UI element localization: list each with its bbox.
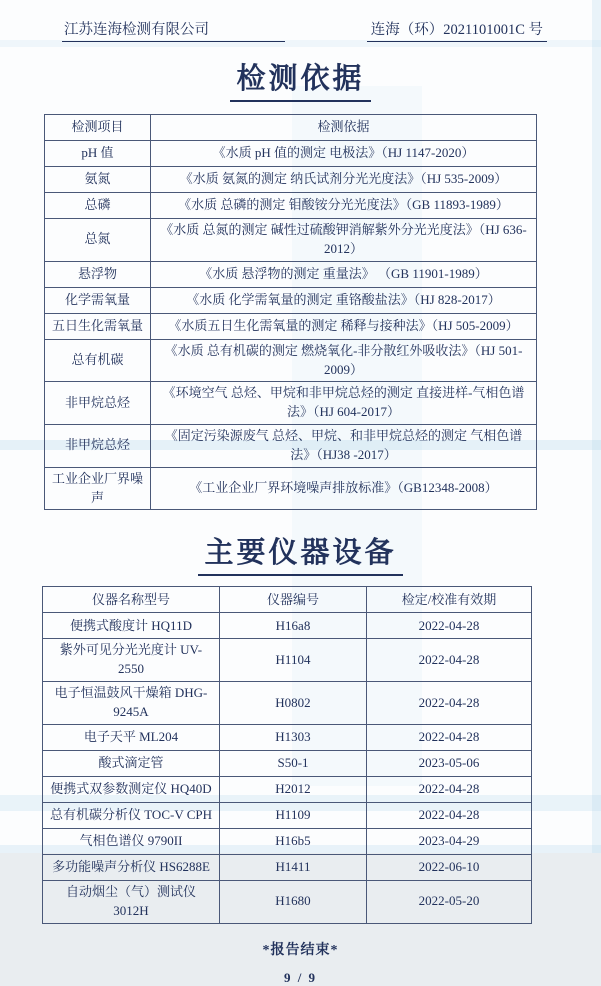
basis-cell: 《水质 悬浮物的测定 重量法》 （GB 11901-1989） bbox=[151, 261, 537, 287]
instrument-code-cell: H1303 bbox=[220, 724, 367, 750]
instrument-name-cell: 酸式滴定管 bbox=[43, 750, 220, 776]
instrument-name-cell: 气相色谱仪 9790II bbox=[43, 828, 220, 854]
valid-date-cell: 2023-04-29 bbox=[367, 828, 532, 854]
table-row bbox=[45, 193, 537, 219]
valid-date-cell: 2022-05-20 bbox=[367, 880, 532, 923]
valid-date-cell: 2022-04-28 bbox=[367, 724, 532, 750]
table-row bbox=[43, 828, 532, 854]
column-header-instrument-name: 仪器名称型号 bbox=[43, 587, 220, 613]
table-row bbox=[43, 750, 532, 776]
table-row bbox=[45, 425, 537, 468]
instrument-code-cell: H1109 bbox=[220, 802, 367, 828]
column-header-instrument-code: 仪器编号 bbox=[220, 587, 367, 613]
instrument-code-cell: H2012 bbox=[220, 776, 367, 802]
valid-date-cell: 2022-04-28 bbox=[367, 682, 532, 725]
section-title-instruments-text: 主要仪器设备 bbox=[198, 530, 402, 576]
table-row bbox=[45, 339, 537, 382]
instrument-name-cell: 自动烟尘（气）测试仪 3012H bbox=[43, 880, 220, 923]
page-number: 9 / 9 bbox=[283, 969, 318, 985]
table-row bbox=[43, 776, 532, 802]
item-cell: 总有机碳 bbox=[45, 339, 151, 382]
instrument-code-cell: H1411 bbox=[220, 854, 367, 880]
table-row bbox=[43, 613, 532, 639]
column-header-valid-until: 检定/校准有效期 bbox=[367, 587, 532, 613]
report-number: 连海（环）2021101001C 号 bbox=[367, 18, 547, 42]
table-row bbox=[45, 261, 537, 287]
basis-cell: 《环境空气 总烃、甲烷和非甲烷总烃的测定 直接进样-气相色谱法》（HJ 604-2017） bbox=[151, 382, 537, 425]
table-row bbox=[43, 639, 532, 682]
table-header-row bbox=[43, 587, 532, 613]
table-row bbox=[45, 382, 537, 425]
basis-cell: 《工业企业厂界环境噪声排放标准》（GB12348-2008） bbox=[151, 467, 537, 510]
basis-cell: 《水质 氨氮的测定 纳氏试剂分光光度法》（HJ 535-2009） bbox=[151, 167, 537, 193]
item-cell: pH 值 bbox=[45, 141, 151, 167]
column-header-item: 检测项目 bbox=[45, 115, 151, 141]
item-cell: 非甲烷总烃 bbox=[45, 425, 151, 468]
instrument-code-cell: H0802 bbox=[220, 682, 367, 725]
table-row bbox=[45, 313, 537, 339]
instrument-code-cell: H1104 bbox=[220, 639, 367, 682]
item-cell: 总磷 bbox=[45, 193, 151, 219]
item-cell: 总氮 bbox=[45, 219, 151, 262]
instrument-code-cell: H16a8 bbox=[220, 613, 367, 639]
table-row bbox=[45, 167, 537, 193]
report-end-note: *报告结束* bbox=[262, 942, 339, 958]
instrument-code-cell: H16b5 bbox=[220, 828, 367, 854]
basis-cell: 《水质 化学需氧量的测定 重铬酸盐法》（HJ 828-2017） bbox=[151, 287, 537, 313]
section-title-basis bbox=[0, 56, 601, 102]
instrument-name-cell: 电子天平 ML204 bbox=[43, 724, 220, 750]
table-row bbox=[43, 880, 532, 923]
valid-date-cell: 2022-04-28 bbox=[367, 776, 532, 802]
basis-cell: 《水质 pH 值的测定 电极法》（HJ 1147-2020） bbox=[151, 141, 537, 167]
testing-basis-table bbox=[44, 114, 537, 510]
table-header-row bbox=[45, 115, 537, 141]
column-header-basis: 检测依据 bbox=[151, 115, 537, 141]
item-cell: 悬浮物 bbox=[45, 261, 151, 287]
instrument-name-cell: 便携式酸度计 HQ11D bbox=[43, 613, 220, 639]
basis-cell: 《固定污染源废气 总烃、甲烷、和非甲烷总烃的测定 气相色谱法》（HJ38 -2017） bbox=[151, 425, 537, 468]
table-row bbox=[45, 467, 537, 510]
table-row bbox=[43, 854, 532, 880]
table-row bbox=[43, 682, 532, 725]
table-row bbox=[45, 219, 537, 262]
valid-date-cell: 2022-06-10 bbox=[367, 854, 532, 880]
section-title-basis-text: 检测依据 bbox=[230, 56, 370, 102]
instrument-name-cell: 电子恒温鼓风干燥箱 DHG-9245A bbox=[43, 682, 220, 725]
document-header bbox=[0, 0, 601, 42]
item-cell: 化学需氧量 bbox=[45, 287, 151, 313]
instrument-name-cell: 紫外可见分光光度计 UV-2550 bbox=[43, 639, 220, 682]
company-name: 江苏连海检测有限公司 bbox=[62, 18, 285, 42]
table-row bbox=[43, 802, 532, 828]
instrument-code-cell: S50-1 bbox=[220, 750, 367, 776]
basis-cell: 《水质五日生化需氧量的测定 稀释与接种法》（HJ 505-2009） bbox=[151, 313, 537, 339]
item-cell: 五日生化需氧量 bbox=[45, 313, 151, 339]
instruments-table bbox=[42, 586, 532, 923]
instrument-name-cell: 便携式双参数测定仪 HQ40D bbox=[43, 776, 220, 802]
item-cell: 氨氮 bbox=[45, 167, 151, 193]
valid-date-cell: 2023-05-06 bbox=[367, 750, 532, 776]
table-row bbox=[45, 141, 537, 167]
valid-date-cell: 2022-04-28 bbox=[367, 639, 532, 682]
valid-date-cell: 2022-04-28 bbox=[367, 802, 532, 828]
basis-cell: 《水质 总有机碳的测定 燃烧氧化-非分散红外吸收法》（HJ 501-2009） bbox=[151, 339, 537, 382]
item-cell: 非甲烷总烃 bbox=[45, 382, 151, 425]
valid-date-cell: 2022-04-28 bbox=[367, 613, 532, 639]
table-row bbox=[43, 724, 532, 750]
section-title-instruments bbox=[0, 530, 601, 576]
basis-cell: 《水质 总磷的测定 钼酸铵分光光度法》（GB 11893-1989） bbox=[151, 193, 537, 219]
table-row bbox=[45, 287, 537, 313]
basis-cell: 《水质 总氮的测定 碱性过硫酸钾消解紫外分光光度法》（HJ 636-2012） bbox=[151, 219, 537, 262]
item-cell: 工业企业厂界噪声 bbox=[45, 467, 151, 510]
instrument-code-cell: H1680 bbox=[220, 880, 367, 923]
instrument-name-cell: 总有机碳分析仪 TOC-V CPH bbox=[43, 802, 220, 828]
instrument-name-cell: 多功能噪声分析仪 HS6288E bbox=[43, 854, 220, 880]
